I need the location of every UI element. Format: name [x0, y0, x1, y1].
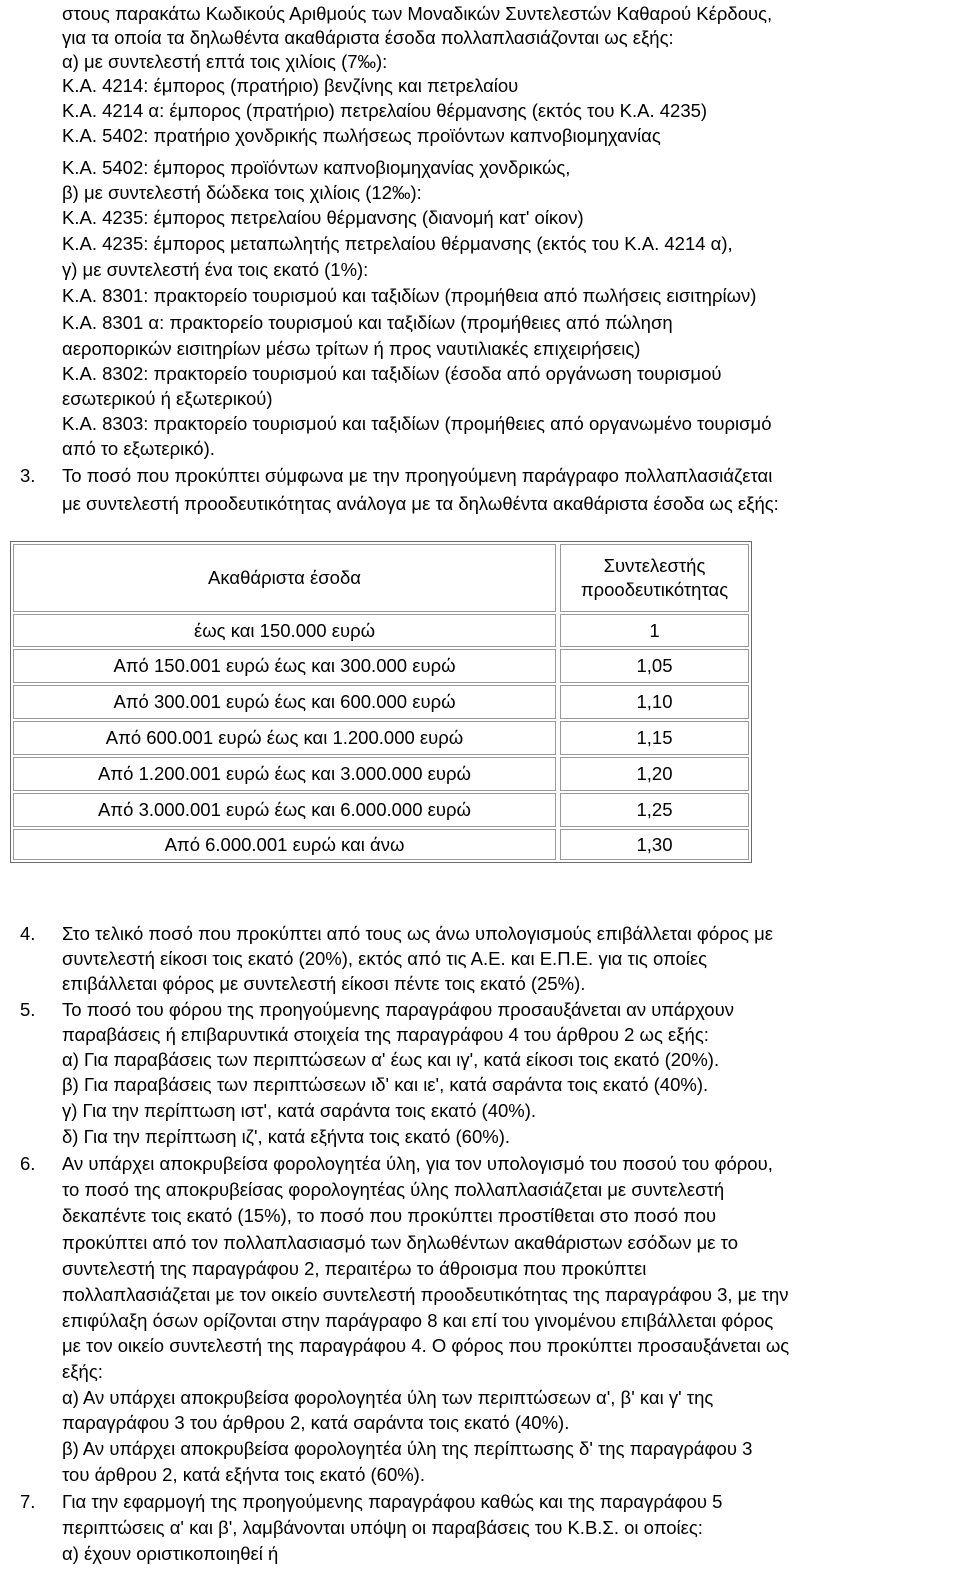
table-cell-range: έως και 150.000 ευρώ	[13, 614, 556, 647]
text-line: το ποσό της αποκρυβείσας φορολογητέας ύλης πολλαπλασιάζεται με συντελεστή	[62, 1179, 725, 1200]
text-line: Το ποσό του φόρου της προηγούμενης παραγράφου προσαυξάνεται αν υπάρχουν	[62, 999, 734, 1020]
text-line: συντελεστή είκοσι τοις εκατό (20%), εκτός από τις Α.Ε. και Ε.Π.Ε. για τις οποίες	[62, 948, 708, 969]
text-line: παραγράφου 3 του άρθρου 2, κατά σαράντα τοις εκατό (40%).	[62, 1412, 570, 1433]
paragraph-number: 5.	[20, 999, 36, 1020]
table-cell-factor: 1,15	[560, 721, 749, 755]
table-cell-factor: 1,30	[560, 829, 749, 860]
text-line: β) με συντελεστή δώδεκα τοις χιλίοις (12‰):	[62, 182, 422, 203]
text-line: Για την εφαρμογή της προηγούμενης παραγράφου καθώς και της παραγράφου 5	[62, 1491, 723, 1512]
text-line: Κ.Α. 5402: πρατήριο χονδρικής πωλήσεως προϊόντων καπνοβιομηχανίας	[62, 125, 661, 146]
text-line: συντελεστή της παραγράφου 2, περαιτέρω το άθροισμα που προκύπτει	[62, 1258, 647, 1279]
table-cell-range: Από 3.000.001 ευρώ έως και 6.000.000 ευρώ	[13, 793, 556, 827]
paragraph-number: 3.	[20, 465, 36, 486]
paragraph-number: 6.	[20, 1153, 36, 1174]
text-line: γ) Για την περίπτωση ιστ', κατά σαράντα τοις εκατό (40%).	[62, 1100, 537, 1121]
table-header-gross-income: Ακαθάριστα έσοδα	[13, 544, 556, 612]
text-line: β) Για παραβάσεις των περιπτώσεων ιδ' και ιε', κατά σαράντα τοις εκατό (40%).	[62, 1074, 709, 1095]
progressivity-table	[10, 541, 752, 863]
header-line: Συντελεστής	[603, 555, 706, 576]
text-line: Κ.Α. 8301: πρακτορείο τουρισμού και ταξιδίων (προμήθεια από πωλήσεις εισιτηρίων)	[62, 285, 757, 306]
text-line: δ) Για την περίπτωση ιζ', κατά εξήντα τοις εκατό (60%).	[62, 1126, 510, 1147]
text-line: εσωτερικού ή εξωτερικού)	[62, 388, 273, 409]
table-cell-factor: 1,25	[560, 793, 749, 827]
table-cell-factor: 1,10	[560, 685, 749, 719]
text-line: αεροπορικών εισιτηρίων μέσω τρίτων ή προς ναυτιλιακές επιχειρήσεις)	[62, 338, 641, 359]
text-line: παραβάσεις ή επιβαρυντικά στοιχεία της παραγράφου 4 του άρθρου 2 ως εξής:	[62, 1024, 709, 1045]
text-line: α) Αν υπάρχει αποκρυβείσα φορολογητέα ύλη των περιπτώσεων α', β' και γ' της	[62, 1387, 714, 1408]
paragraph-number: 7.	[20, 1491, 36, 1512]
text-line: στους παρακάτω Κωδικούς Αριθμούς των Μοναδικών Συντελεστών Καθαρού Κέρδους,	[62, 3, 773, 24]
text-line: με τον οικείο συντελεστή της παραγράφου 4. Ο φόρος που προκύπτει προσαυξάνεται ως	[62, 1335, 790, 1356]
text-line: β) Αν υπάρχει αποκρυβείσα φορολογητέα ύλη της περίπτωσης δ' της παραγράφου 3	[62, 1438, 753, 1459]
text-line: εξής:	[62, 1361, 103, 1382]
text-line: α) με συντελεστή επτά τοις χιλίοις (7‰):	[62, 51, 388, 72]
paragraph-number: 4.	[20, 923, 36, 944]
table-cell-factor: 1,20	[560, 757, 749, 791]
text-line: επιβάλλεται φόρος με συντελεστή είκοσι πέντε τοις εκατό (25%).	[62, 973, 586, 994]
text-line: Κ.Α. 8303: πρακτορείο τουρισμού και ταξιδίων (προμήθειες από οργανωμένο τουρισμό	[62, 413, 772, 434]
text-line: γ) με συντελεστή ένα τοις εκατό (1%):	[62, 259, 369, 280]
text-line: του άρθρου 2, κατά εξήντα τοις εκατό (60%).	[62, 1464, 425, 1485]
table-cell-range: Από 600.001 ευρώ έως και 1.200.000 ευρώ	[13, 721, 556, 755]
table-header-coefficient	[560, 544, 749, 612]
text-line: Στο τελικό ποσό που προκύπτει από τους ως άνω υπολογισμούς επιβάλλεται φόρος με	[62, 923, 773, 944]
text-line: α) έχουν οριστικοποιηθεί ή	[62, 1543, 279, 1564]
text-line: με συντελεστή προοδευτικότητας ανάλογα με τα δηλωθέντα ακαθάριστα έσοδα ως εξής:	[62, 493, 779, 514]
text-line: Κ.Α. 8301 α: πρακτορείο τουρισμού και ταξιδίων (προμήθειες από πώληση	[62, 312, 673, 333]
text-line: πολλαπλασιάζεται με τον οικείο συντελεστή προοδευτικότητας της παραγράφου 3, με την	[62, 1284, 789, 1305]
table-cell-range: Από 150.001 ευρώ έως και 300.000 ευρώ	[13, 649, 556, 683]
text-line: Κ.Α. 5402: έμπορος προϊόντων καπνοβιομηχανίας χονδρικώς,	[62, 157, 571, 178]
text-line: Κ.Α. 4235: έμπορος μεταπωλητής πετρελαίου θέρμανσης (εκτός του Κ.Α. 4214 α),	[62, 233, 733, 254]
text-line: από το εξωτερικό).	[62, 438, 215, 459]
text-line: Κ.Α. 8302: πρακτορείο τουρισμού και ταξιδίων (έσοδα από οργάνωση τουρισμού	[62, 363, 722, 384]
text-line: προκύπτει από τον πολλαπλασιασμό των δηλωθέντων ακαθάριστων εσόδων με το	[62, 1232, 738, 1253]
text-line: επιφύλαξη όσων ορίζονται στην παράγραφο 8 και επί του γινομένου επιβάλλεται φόρος	[62, 1310, 774, 1331]
text-line: Κ.Α. 4214: έμπορος (πρατήριο) βενζίνης και πετρελαίου	[62, 75, 519, 96]
table-cell-factor: 1,05	[560, 649, 749, 683]
text-line: για τα οποία τα δηλωθέντα ακαθάριστα έσοδα πολλαπλασιάζονται ως εξής:	[62, 27, 674, 48]
table-cell-factor: 1	[560, 614, 749, 647]
table-cell-range: Από 300.001 ευρώ έως και 600.000 ευρώ	[13, 685, 556, 719]
text-line: περιπτώσεις α' και β', λαμβάνονται υπόψη οι παραβάσεις του Κ.Β.Σ. οι οποίες:	[62, 1517, 703, 1538]
table-cell-range: Από 6.000.001 ευρώ και άνω	[13, 829, 556, 860]
text-line: δεκαπέντε τοις εκατό (15%), το ποσό που προκύπτει προστίθεται στο ποσό που	[62, 1205, 717, 1226]
text-line: α) Για παραβάσεις των περιπτώσεων α' έως και ιγ', κατά είκοσι τοις εκατό (20%).	[62, 1049, 720, 1070]
text-line: Αν υπάρχει αποκρυβείσα φορολογητέα ύλη, για τον υπολογισμό του ποσού του φόρου,	[62, 1153, 773, 1174]
text-line: Κ.Α. 4235: έμπορος πετρελαίου θέρμανσης (διανομή κατ' οίκον)	[62, 207, 584, 228]
text-line: Κ.Α. 4214 α: έμπορος (πρατήριο) πετρελαίου θέρμανσης (εκτός του Κ.Α. 4235)	[62, 100, 708, 121]
text-line: Το ποσό που προκύπτει σύμφωνα με την προηγούμενη παράγραφο πολλαπλασιάζεται	[62, 465, 773, 486]
table-cell-range: Από 1.200.001 ευρώ έως και 3.000.000 ευρώ	[13, 757, 556, 791]
header-line: προοδευτικότητας	[580, 579, 729, 600]
